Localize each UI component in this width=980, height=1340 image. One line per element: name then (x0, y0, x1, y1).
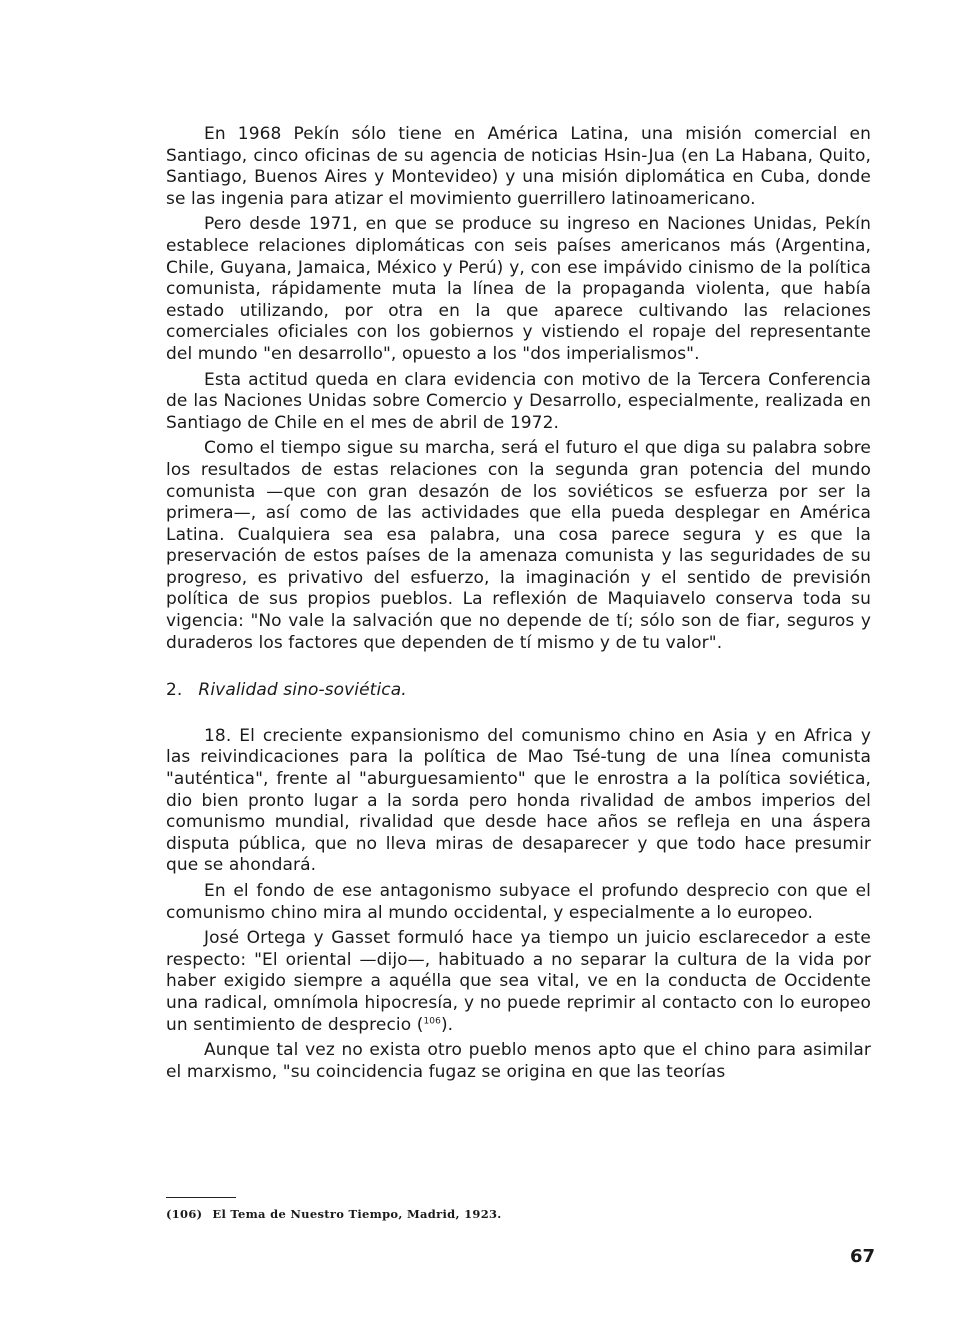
paragraph-4: Como el tiempo sigue su marcha, será el futuro el que diga su palabra sobre los resultados de estas relaciones con la segunda gran potencia del mundo comunista —que con gran desazón de los soviéticos se esfuerza por ser la primera—, así como de las actividades que ella pueda desplegar en América Latina. Cualquiera sea esa palabra, una cosa parece segura y es que la preservación de estos países de la amenaza comunista y las seguridades de su progreso, es privativo del esfuerzo, la imaginación y el sentido de previsión política de sus propios pueblos. La reflexión de Maquiavelo conserva toda su vigencia: "No vale la salvación que no depende de tí; sólo son de fiar, seguros y duraderos los factores que dependen de tí mismo y de tu valor". (166, 438, 871, 653)
footnote (166, 1207, 502, 1221)
footnote-divider (166, 1197, 236, 1198)
section-title: Rivalidad sino-soviética. (198, 680, 407, 701)
body-text (166, 124, 871, 1087)
paragraph-7 (166, 928, 871, 1036)
page-number: 67 (850, 1246, 876, 1267)
paragraph-1: En 1968 Pekín sólo tiene en América Latina, una misión comercial en Santiago, cinco oficinas de su agencia de noticias Hsin-Jua (en La Habana, Quito, Santiago, Buenos Aires y Montevideo) y una misión diplomática en Cuba, donde se las ingenia para atizar el movimiento guerrillero latinoamericano. (166, 124, 871, 209)
paragraph-8: Aunque tal vez no exista otro pueblo menos apto que el chino para asimilar el marxismo, "su coincidencia fugaz se origina en que las teorías (166, 1040, 871, 1082)
footnote-reference: 106 (423, 1015, 441, 1026)
ortega-quote-text: José Ortega y Gasset formuló hace ya tiempo un juicio esclarecedor a este respecto: "El oriental —dijo—, habituado a no separar la cultura de la vida por haber exigido siempre a aquélla que sea vital, ve en la conducta de Occidente una radical, omnímola hipocresía, y no puede reprimir al contacto con lo europeo un sentimiento de desprecio ( (166, 928, 871, 1035)
ortega-quote-end: ). (440, 1014, 454, 1035)
paragraph-5: 18. El creciente expansionismo del comunismo chino en Asia y en Africa y las reivindicaciones para la política de Mao Tsé-tung de una línea comunista "auténtica", frente al "aburguesamiento" que le enrostra a la política soviética, dio bien pronto lugar a la sorda pero honda rivalidad de ambos imperios del comunismo mundial, rivalidad que desde hace años se refleja en una áspera disputa pública, que no lleva miras de desaparecer y que todo hace presumir que se ahondará. (166, 725, 871, 876)
section-number: 2. (166, 680, 183, 701)
footnote-text: El Tema de Nuestro Tiempo, Madrid, 1923. (212, 1207, 502, 1221)
footnote-number: (106) (166, 1207, 203, 1221)
paragraph-2: Pero desde 1971, en que se produce su ingreso en Naciones Unidas, Pekín establece relaciones diplomáticas con seis países americanos más (Argentina, Chile, Guyana, Jamaica, México y Perú) y, con ese impávido cinismo de la política comunista, rápidamente muta la línea de la propaganda violenta, que había estado utilizando, por otra en la que aparece cultivando las relaciones comerciales oficiales con los gobiernos y vistiendo el ropaje del representante del mundo "en desarrollo", opuesto a los "dos imperialismos". (166, 214, 871, 364)
paragraph-6: En el fondo de ese antagonismo subyace el profundo desprecio con que el comunismo chino mira al mundo occidental, y especialmente a lo europeo. (166, 881, 871, 923)
section-heading (166, 680, 871, 702)
paragraph-3: Esta actitud queda en clara evidencia con motivo de la Tercera Conferencia de las Naciones Unidas sobre Comercio y Desarrollo, especialmente, realizada en Santiago de Chile en el mes de abril de 1972. (166, 369, 871, 433)
